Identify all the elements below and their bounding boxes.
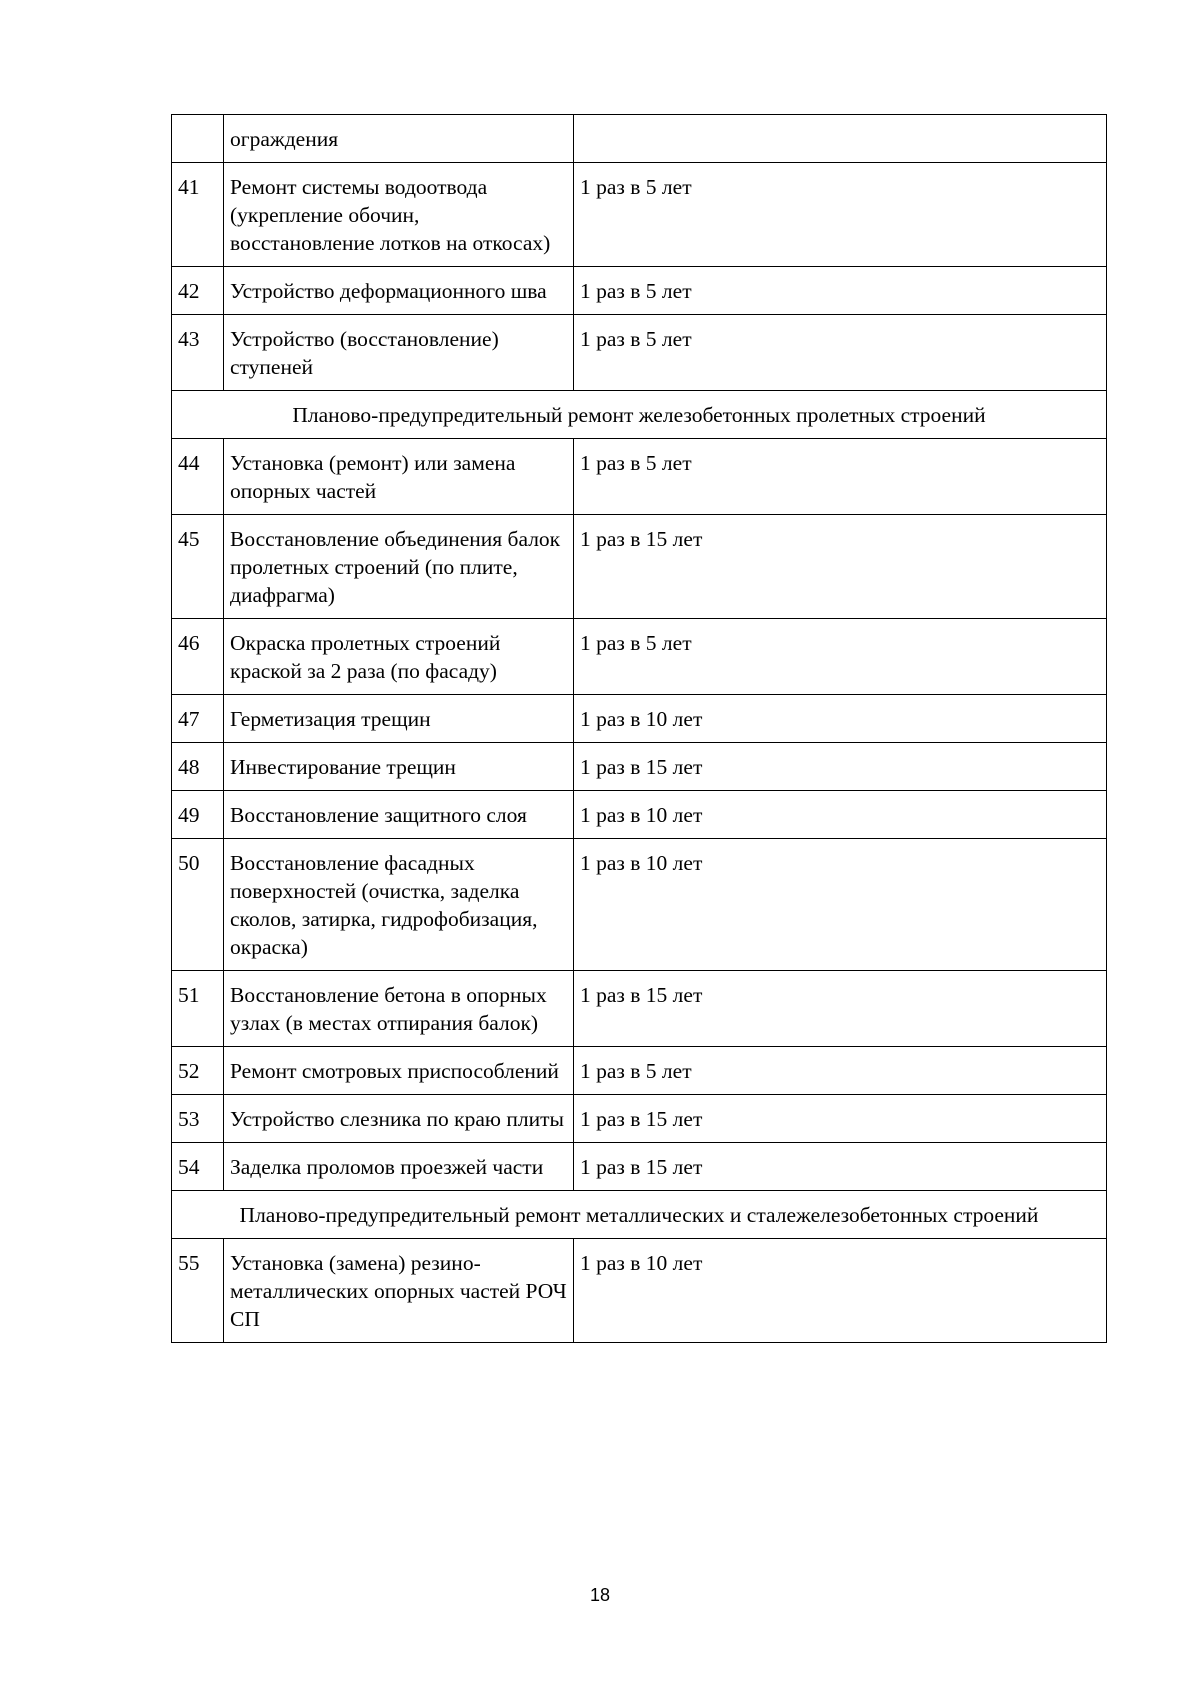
work-description: Установка (ремонт) или замена опорных частей bbox=[224, 439, 574, 515]
repair-frequency: 1 раз в 15 лет bbox=[574, 515, 1107, 619]
row-number: 41 bbox=[172, 163, 224, 267]
table-row bbox=[172, 115, 1107, 163]
table-row bbox=[172, 315, 1107, 391]
repair-frequency bbox=[574, 115, 1107, 163]
table-row bbox=[172, 1239, 1107, 1343]
table-row bbox=[172, 695, 1107, 743]
row-number: 44 bbox=[172, 439, 224, 515]
repair-frequency: 1 раз в 15 лет bbox=[574, 1143, 1107, 1191]
row-number: 45 bbox=[172, 515, 224, 619]
page-number: 18 bbox=[589, 1585, 611, 1605]
row-number: 52 bbox=[172, 1047, 224, 1095]
work-description: Устройство (восстановление) ступеней bbox=[224, 315, 574, 391]
repair-frequency: 1 раз в 5 лет bbox=[574, 1047, 1107, 1095]
table-row bbox=[172, 971, 1107, 1047]
work-description: Герметизация трещин bbox=[224, 695, 574, 743]
repair-frequency: 1 раз в 5 лет bbox=[574, 439, 1107, 515]
repair-frequency: 1 раз в 5 лет bbox=[574, 315, 1107, 391]
work-description: Восстановление фасадных поверхностей (очистка, заделка сколов, затирка, гидрофобизация, окраска) bbox=[224, 839, 574, 971]
table-row bbox=[172, 267, 1107, 315]
work-description: Ремонт системы водоотвода (укрепление обочин, восстановление лотков на откосах) bbox=[224, 163, 574, 267]
repair-frequency: 1 раз в 5 лет bbox=[574, 619, 1107, 695]
work-description: Устройство деформационного шва bbox=[224, 267, 574, 315]
repair-frequency: 1 раз в 10 лет bbox=[574, 839, 1107, 971]
work-description: Заделка проломов проезжей части bbox=[224, 1143, 574, 1191]
table-row bbox=[172, 1143, 1107, 1191]
repair-frequency: 1 раз в 10 лет bbox=[574, 695, 1107, 743]
work-description: Окраска пролетных строений краской за 2 раза (по фасаду) bbox=[224, 619, 574, 695]
work-description: Инвестирование трещин bbox=[224, 743, 574, 791]
work-description: Установка (замена) резино-металлических опорных частей РОЧ СП bbox=[224, 1239, 574, 1343]
work-description: Ремонт смотровых приспособлений bbox=[224, 1047, 574, 1095]
table-row bbox=[172, 619, 1107, 695]
repair-frequency: 1 раз в 15 лет bbox=[574, 971, 1107, 1047]
table-row bbox=[172, 743, 1107, 791]
work-description: Устройство слезника по краю плиты bbox=[224, 1095, 574, 1143]
table-row bbox=[172, 515, 1107, 619]
table-row bbox=[172, 439, 1107, 515]
maintenance-schedule-table bbox=[171, 114, 1107, 1343]
row-number: 54 bbox=[172, 1143, 224, 1191]
table-row bbox=[172, 163, 1107, 267]
work-description: ограждения bbox=[224, 115, 574, 163]
repair-frequency: 1 раз в 5 лет bbox=[574, 163, 1107, 267]
work-description: Восстановление бетона в опорных узлах (в местах отпирания балок) bbox=[224, 971, 574, 1047]
section-header-row bbox=[172, 1191, 1107, 1239]
table-row bbox=[172, 1047, 1107, 1095]
repair-frequency: 1 раз в 10 лет bbox=[574, 1239, 1107, 1343]
section-header: Планово-предупредительный ремонт железобетонных пролетных строений bbox=[172, 391, 1107, 439]
table-body bbox=[172, 115, 1107, 1343]
row-number bbox=[172, 115, 224, 163]
row-number: 48 bbox=[172, 743, 224, 791]
repair-frequency: 1 раз в 10 лет bbox=[574, 791, 1107, 839]
row-number: 51 bbox=[172, 971, 224, 1047]
row-number: 46 bbox=[172, 619, 224, 695]
table-row bbox=[172, 839, 1107, 971]
row-number: 42 bbox=[172, 267, 224, 315]
repair-frequency: 1 раз в 15 лет bbox=[574, 743, 1107, 791]
table-row bbox=[172, 791, 1107, 839]
row-number: 49 bbox=[172, 791, 224, 839]
row-number: 55 bbox=[172, 1239, 224, 1343]
row-number: 47 bbox=[172, 695, 224, 743]
repair-frequency: 1 раз в 15 лет bbox=[574, 1095, 1107, 1143]
section-header-row bbox=[172, 391, 1107, 439]
section-header: Планово-предупредительный ремонт металлических и сталежелезобетонных строений bbox=[172, 1191, 1107, 1239]
table-row bbox=[172, 1095, 1107, 1143]
repair-frequency: 1 раз в 5 лет bbox=[574, 267, 1107, 315]
row-number: 43 bbox=[172, 315, 224, 391]
work-description: Восстановление объединения балок пролетных строений (по плите, диафрагма) bbox=[224, 515, 574, 619]
work-description: Восстановление защитного слоя bbox=[224, 791, 574, 839]
row-number: 50 bbox=[172, 839, 224, 971]
row-number: 53 bbox=[172, 1095, 224, 1143]
